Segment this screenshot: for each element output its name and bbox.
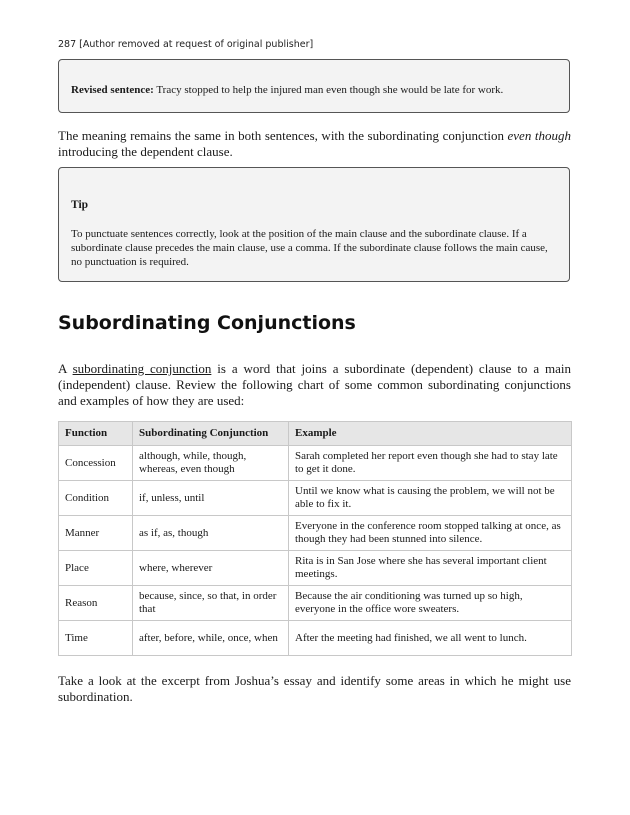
function-cell: Manner [59, 516, 133, 551]
function-cell: Place [59, 551, 133, 586]
meaning-text-before: The meaning remains the same in both sentences, with the subordinating conjunction [58, 128, 508, 143]
example-cell: Everyone in the conference room stopped talking at once, as though they had been stunned into silence. [289, 516, 572, 551]
table-row [59, 586, 572, 621]
conjunction-cell: although, while, though, whereas, even though [133, 446, 289, 481]
conjunction-cell: after, before, while, once, when [133, 621, 289, 656]
meaning-emphasis: even though [507, 128, 571, 143]
tip-box [58, 167, 570, 282]
example-cell: Rita is in San Jose where she has several important client meetings. [289, 551, 572, 586]
tip-title: Tip [71, 199, 89, 211]
conjunction-cell: where, wherever [133, 551, 289, 586]
example-cell: After the meeting had finished, we all went to lunch. [289, 621, 572, 656]
table-row [59, 446, 572, 481]
revised-sentence-text: Tracy stopped to help the injured man even though she would be late for work. [153, 84, 504, 96]
section-heading: Subordinating Conjunctions [58, 312, 356, 334]
conjunctions-table [58, 421, 572, 656]
glossary-link[interactable]: subordinating conjunction [72, 361, 212, 376]
column-header-example: Example [289, 422, 572, 446]
conjunction-cell: as if, as, though [133, 516, 289, 551]
column-header-conjunction: Subordinating Conjunction [133, 422, 289, 446]
conjunction-cell: if, unless, until [133, 481, 289, 516]
example-cell: Because the air conditioning was turned up so high, everyone in the office wore sweaters. [289, 586, 572, 621]
table-row [59, 516, 572, 551]
example-cell: Sarah completed her report even though she had to stay late to get it done. [289, 446, 572, 481]
conjunction-cell: because, since, so that, in order that [133, 586, 289, 621]
meaning-paragraph [58, 128, 571, 160]
intro-text-after: is a word that joins a subordinate (dependent) clause to a main (independent) clause. Review the following chart of some common subordinating conjunctions and examples of how they are used: [58, 361, 572, 408]
revised-sentence-box [58, 59, 570, 113]
page-header: 287 [Author removed at request of original publisher] [58, 39, 314, 50]
table-row [59, 621, 572, 656]
tip-body: To punctuate sentences correctly, look at the position of the main clause and the subordinate clause. If a subordinate clause precedes the main clause, use a comma. If the subordinate clause follows the main cause, no punctuation is required. [71, 228, 548, 268]
function-cell: Concession [59, 446, 133, 481]
table-header-row [59, 422, 572, 446]
table-row [59, 551, 572, 586]
table-row [59, 481, 572, 516]
closing-paragraph: Take a look at the excerpt from Joshua’s essay and identify some areas in which he might use subordination. [58, 673, 571, 704]
intro-text-before: A [58, 361, 73, 376]
function-cell: Reason [59, 586, 133, 621]
meaning-text-after: introducing the dependent clause. [58, 144, 233, 159]
function-cell: Time [59, 621, 133, 656]
function-cell: Condition [59, 481, 133, 516]
revised-sentence-label: Revised sentence: [71, 84, 154, 96]
example-cell: Until we know what is causing the problem, we will not be able to fix it. [289, 481, 572, 516]
intro-paragraph [58, 361, 571, 409]
column-header-function: Function [59, 422, 133, 446]
